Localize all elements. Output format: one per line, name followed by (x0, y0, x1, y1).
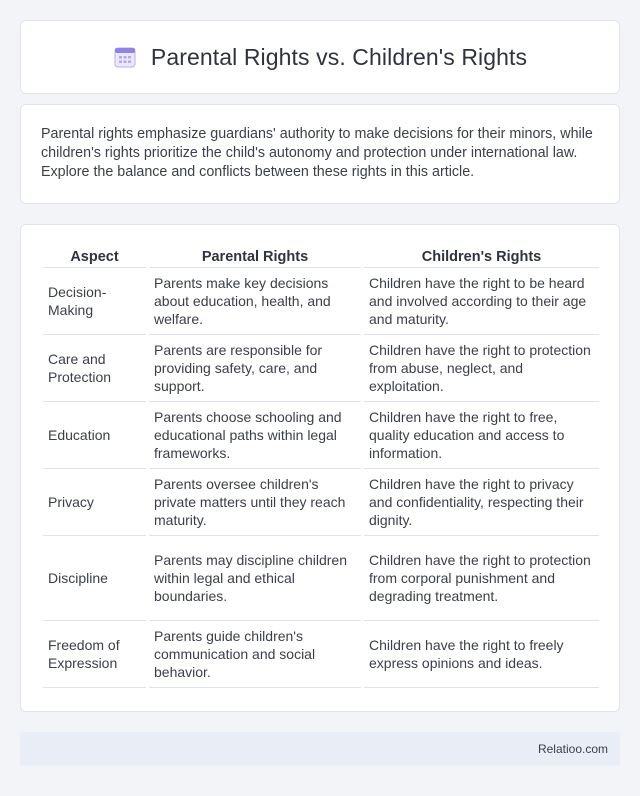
parental-cell: Parents are responsible for providing safety, care, and support. (149, 335, 361, 402)
footer (20, 732, 620, 766)
comparison-table (40, 243, 602, 688)
parental-cell: Parents make key decisions about education, health, and welfare. (149, 268, 361, 335)
parental-cell: Parents choose schooling and educational paths within legal frameworks. (149, 402, 361, 469)
column-header-parental: Parental Rights (149, 243, 361, 268)
column-header-aspect: Aspect (43, 243, 146, 268)
title-card (20, 20, 620, 94)
table-row (43, 621, 599, 688)
table-row (43, 402, 599, 469)
aspect-cell: Freedom of Expression (43, 621, 146, 688)
calendar-icon (113, 45, 137, 69)
parental-cell: Parents may discipline children within legal and ethical boundaries. (149, 536, 361, 621)
aspect-cell: Decision-Making (43, 268, 146, 335)
table-row (43, 268, 599, 335)
column-header-children: Children's Rights (364, 243, 599, 268)
children-cell: Children have the right to protection from abuse, neglect, and exploitation. (364, 335, 599, 402)
table-row (43, 536, 599, 621)
aspect-cell: Discipline (43, 536, 146, 621)
comparison-card (20, 224, 620, 712)
children-cell: Children have the right to protection from corporal punishment and degrading treatment. (364, 536, 599, 621)
children-cell: Children have the right to privacy and confidentiality, respecting their dignity. (364, 469, 599, 536)
parental-cell: Parents guide children's communication and social behavior. (149, 621, 361, 688)
footer-brand: Relatioo.com (537, 742, 608, 756)
aspect-cell: Education (43, 402, 146, 469)
page-title: Parental Rights vs. Children's Rights (150, 43, 528, 70)
aspect-cell: Care and Protection (43, 335, 146, 402)
intro-card (20, 104, 620, 204)
table-header-row (43, 243, 599, 268)
children-cell: Children have the right to free, quality education and access to information. (364, 402, 599, 469)
parental-cell: Parents oversee children's private matters until they reach maturity. (149, 469, 361, 536)
children-cell: Children have the right to be heard and involved according to their age and maturity. (364, 268, 599, 335)
aspect-cell: Privacy (43, 469, 146, 536)
table-row (43, 335, 599, 402)
table-row (43, 469, 599, 536)
intro-text: Parental rights emphasize guardians' authority to make decisions for their minors, while children's rights prioritize the child's autonomy and protection under international law. Explore the balance and conflicts between these rights in this article. (41, 126, 593, 180)
children-cell: Children have the right to freely express opinions and ideas. (364, 621, 599, 688)
